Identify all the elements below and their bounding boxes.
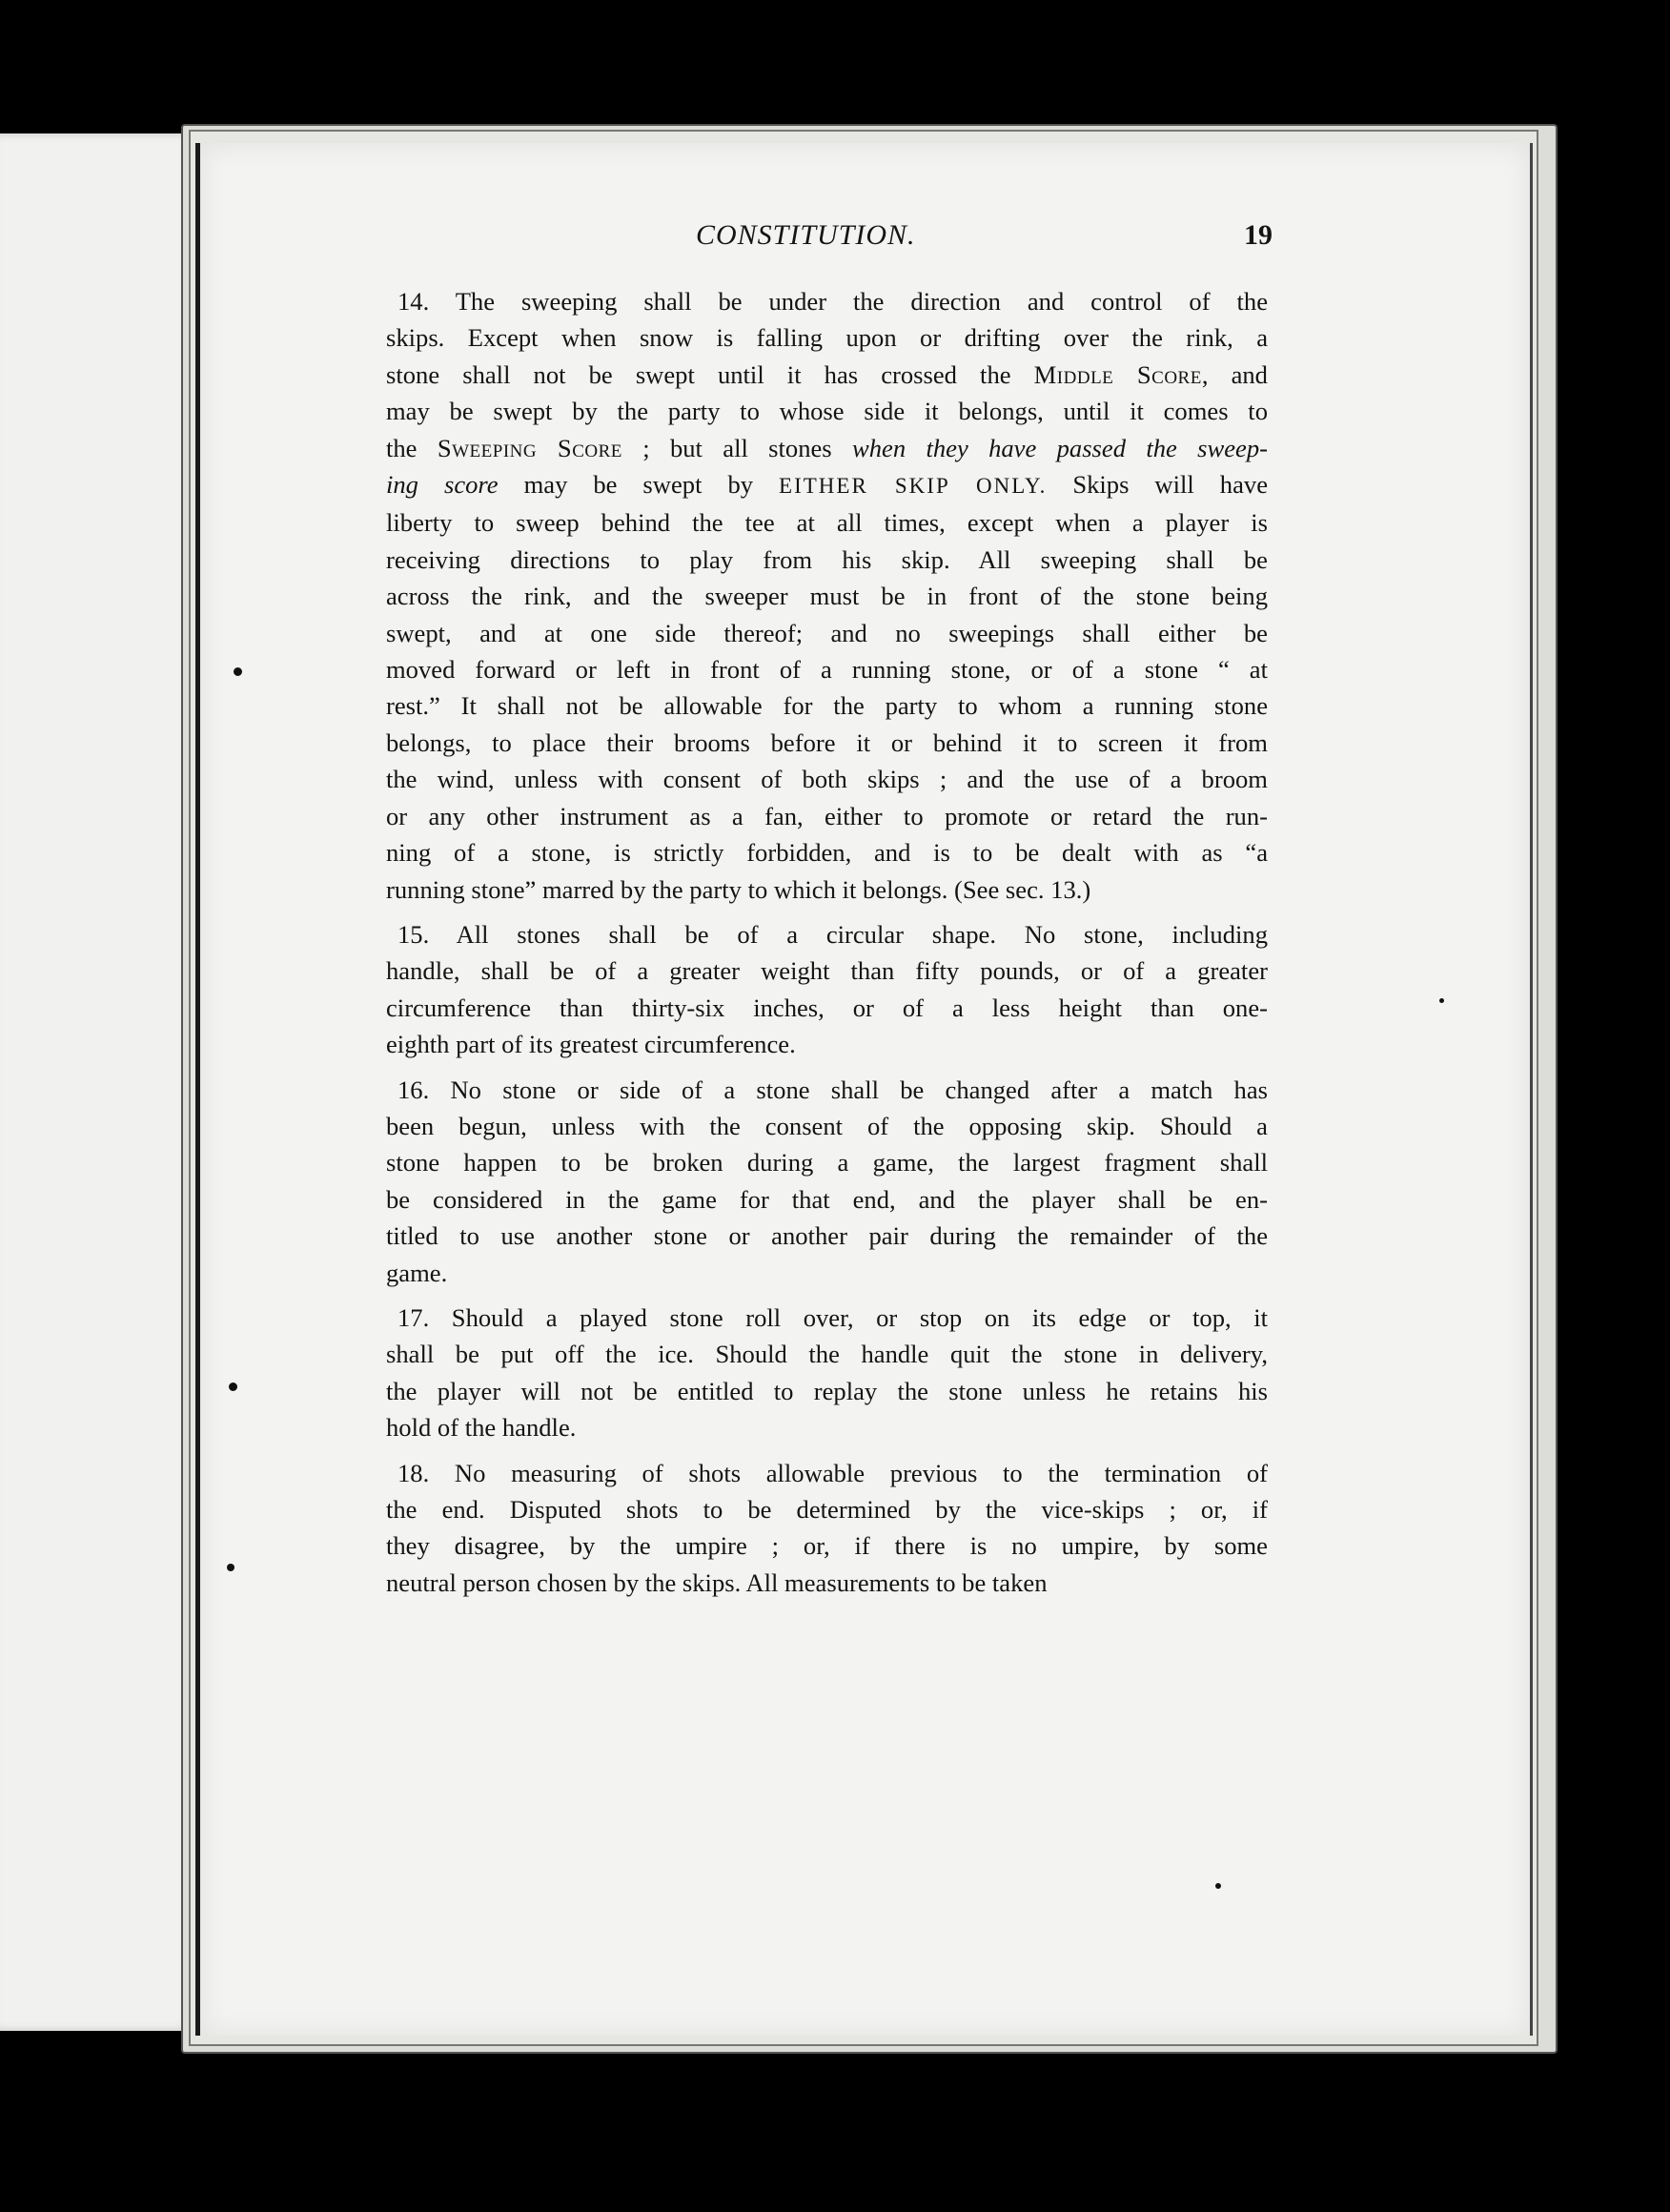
text-line: neutral person chosen by the skips. All measurements to be taken — [386, 1567, 1048, 1597]
text-line: may be swept by the party to whose side it belongs, until it comes to — [386, 397, 1268, 426]
text-line: game. — [386, 1258, 448, 1287]
text-line: the end. Disputed shots to be determined by the vice-skips ; or, if — [386, 1495, 1268, 1524]
section-paragraph — [386, 1300, 1268, 1446]
text-line: skips. Except when snow is falling upon or drifting over the rink, a — [386, 323, 1268, 353]
section-paragraph — [386, 283, 1268, 908]
text-line: stone shall not be swept until it has crossed the Middle Score, and — [386, 359, 1268, 389]
text-line: swept, and at one side thereof; and no sweepings shall either be — [386, 618, 1268, 647]
text-line: receiving directions to play from his skip. All sweeping shall be — [386, 544, 1268, 574]
page-header — [386, 219, 1273, 276]
scan-speck — [234, 667, 242, 676]
text-line: shall be put off the ice. Should the handle quit the stone in delivery, — [386, 1340, 1268, 1369]
spaced-caps-text: EITHER SKIP ONLY. — [779, 474, 1048, 499]
left-page-edge — [0, 133, 199, 2031]
text-line: titled to use another stone or another pair during the remainder of the — [386, 1221, 1268, 1251]
text-line: been begun, unless with the consent of the opposing skip. Should a — [386, 1111, 1268, 1140]
text-line: they disagree, by the umpire ; or, if there is no umpire, by some — [386, 1531, 1268, 1561]
scan-speck — [229, 1382, 237, 1391]
text-line: moved forward or left in front of a running stone, or of a stone “ at — [386, 655, 1268, 685]
section-paragraph — [386, 1455, 1268, 1602]
section-paragraph — [386, 1072, 1268, 1291]
scan-speck — [227, 1564, 234, 1571]
italic-text: ing score — [386, 470, 499, 500]
small-caps-term: Sweeping Score — [437, 433, 622, 462]
text-line: eighth part of its greatest circumference. — [386, 1030, 796, 1059]
text-line: running stone” marred by the party to which it belongs. (See sec. 13.) — [386, 874, 1091, 904]
text-line: the Sweeping Score ; but all stones when they have passed the sweep- — [386, 433, 1269, 462]
text-line: handle, shall be of a greater weight than fifty pounds, or of a greater — [386, 956, 1268, 986]
page-number: 19 — [1244, 219, 1273, 251]
small-caps-term: Middle Score — [1033, 359, 1202, 389]
scan-speck — [1215, 1883, 1221, 1889]
text-line: be considered in the game for that end, and the player shall be en- — [386, 1184, 1268, 1214]
text-line: or any other instrument as a fan, either to promote or retard the run- — [386, 801, 1268, 830]
scan-speck — [1439, 998, 1444, 1003]
text-line: 18. No measuring of shots allowable previous to the termination of — [397, 1458, 1268, 1487]
text-line: rest.” It shall not be allowable for the party to whom a running stone — [386, 691, 1268, 721]
body-text — [386, 283, 1268, 1609]
text-line: hold of the handle. — [386, 1413, 577, 1443]
italic-text: when they have passed the sweep- — [852, 433, 1269, 462]
text-line: liberty to sweep behind the tee at all times, except when a player is — [386, 508, 1268, 538]
text-line: ing score may be swept by EITHER SKIP ONLY. Skips will have — [386, 470, 1268, 500]
text-line: belongs, to place their brooms before it or behind it to screen it from — [386, 727, 1268, 757]
text-line: circumference than thirty-six inches, or of a less height than one- — [386, 993, 1268, 1022]
running-head: CONSTITUTION. — [696, 219, 916, 251]
text-line: the player will not be entitled to replay the stone unless he retains his — [386, 1376, 1268, 1405]
text-line: 17. Should a played stone roll over, or stop on its edge or top, it — [397, 1302, 1268, 1332]
text-line: the wind, unless with consent of both skips ; and the use of a broom — [386, 765, 1268, 794]
text-line: across the rink, and the sweeper must be in front of the stone being — [386, 582, 1268, 611]
text-line: 14. The sweeping shall be under the direction and control of the — [397, 287, 1268, 316]
text-line: 16. No stone or side of a stone shall be changed after a match has — [397, 1075, 1268, 1104]
section-paragraph — [386, 916, 1268, 1063]
text-line: 15. All stones shall be of a circular shape. No stone, including — [397, 919, 1268, 949]
text-line: stone happen to be broken during a game, the largest fragment shall — [386, 1148, 1268, 1178]
text-line: ning of a stone, is strictly forbidden, and is to be dealt with as “a — [386, 838, 1268, 868]
